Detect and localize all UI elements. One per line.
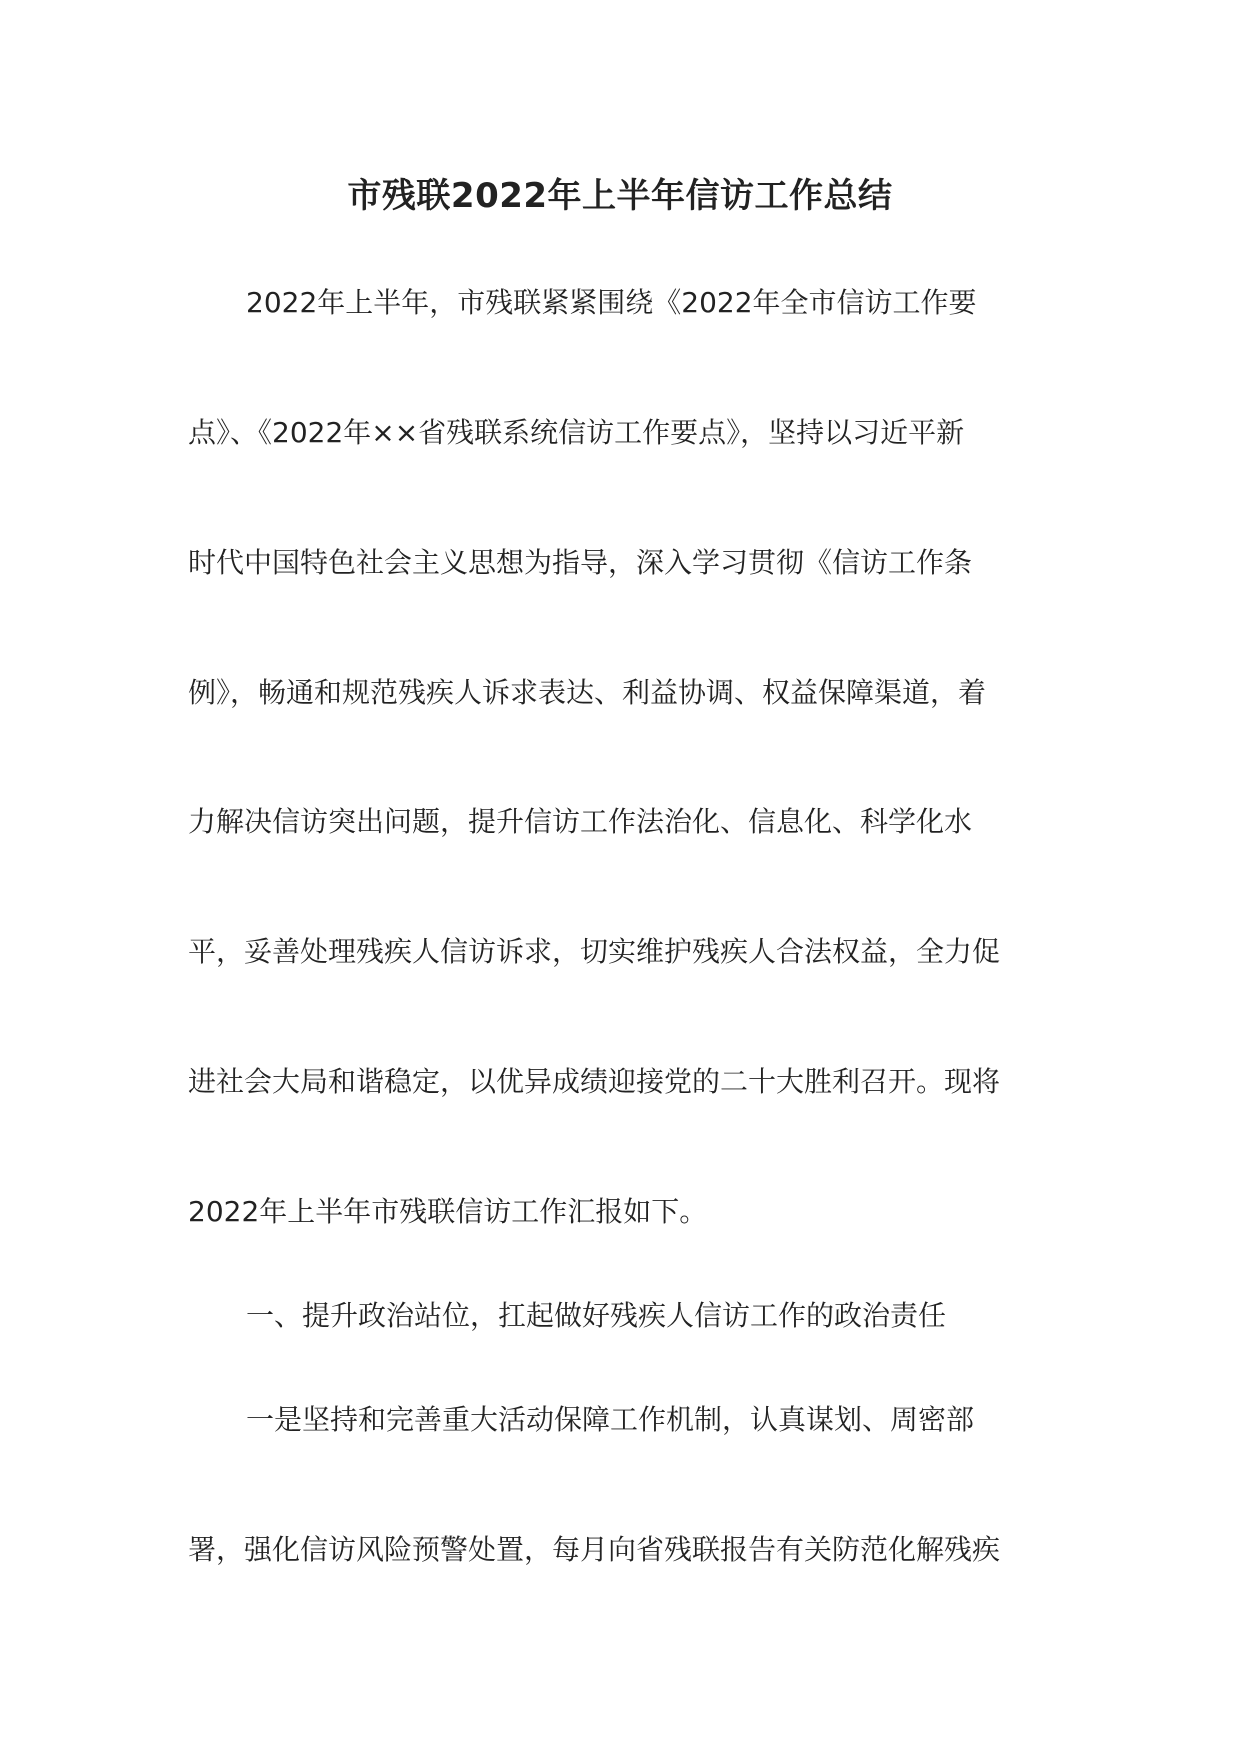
paragraph-line: 点》、《2022年××省残联系统信访工作要点》，坚持以习近平新 [188, 416, 965, 449]
paragraph-line: 署，强化信访风险预警处置，每月向省残联报告有关防范化解残疾 [188, 1533, 1001, 1566]
paragraph-line: 时代中国特色社会主义思想为指导，深入学习贯彻《信访工作条 [188, 546, 973, 579]
paragraph-line: 2022年上半年市残联信访工作汇报如下。 [188, 1195, 708, 1228]
paragraph-line: 进社会大局和谐稳定，以优异成绩迎接党的二十大胜利召开。现将 [188, 1065, 1001, 1098]
document-title: 市残联2022年上半年信访工作总结 [347, 176, 893, 216]
paragraph-line: 2022年上半年，市残联紧紧围绕《2022年全市信访工作要 [246, 286, 977, 319]
section-heading: 一、提升政治站位，扛起做好残疾人信访工作的政治责任 [246, 1299, 947, 1332]
paragraph-line: 力解决信访突出问题，提升信访工作法治化、信息化、科学化水 [188, 805, 973, 838]
paragraph-line: 例》，畅通和规范残疾人诉求表达、利益协调、权益保障渠道，着 [188, 676, 987, 709]
paragraph-line: 平，妥善处理残疾人信访诉求，切实维护残疾人合法权益，全力促 [188, 935, 1001, 968]
paragraph-line: 一是坚持和完善重大活动保障工作机制，认真谋划、周密部 [246, 1403, 975, 1436]
